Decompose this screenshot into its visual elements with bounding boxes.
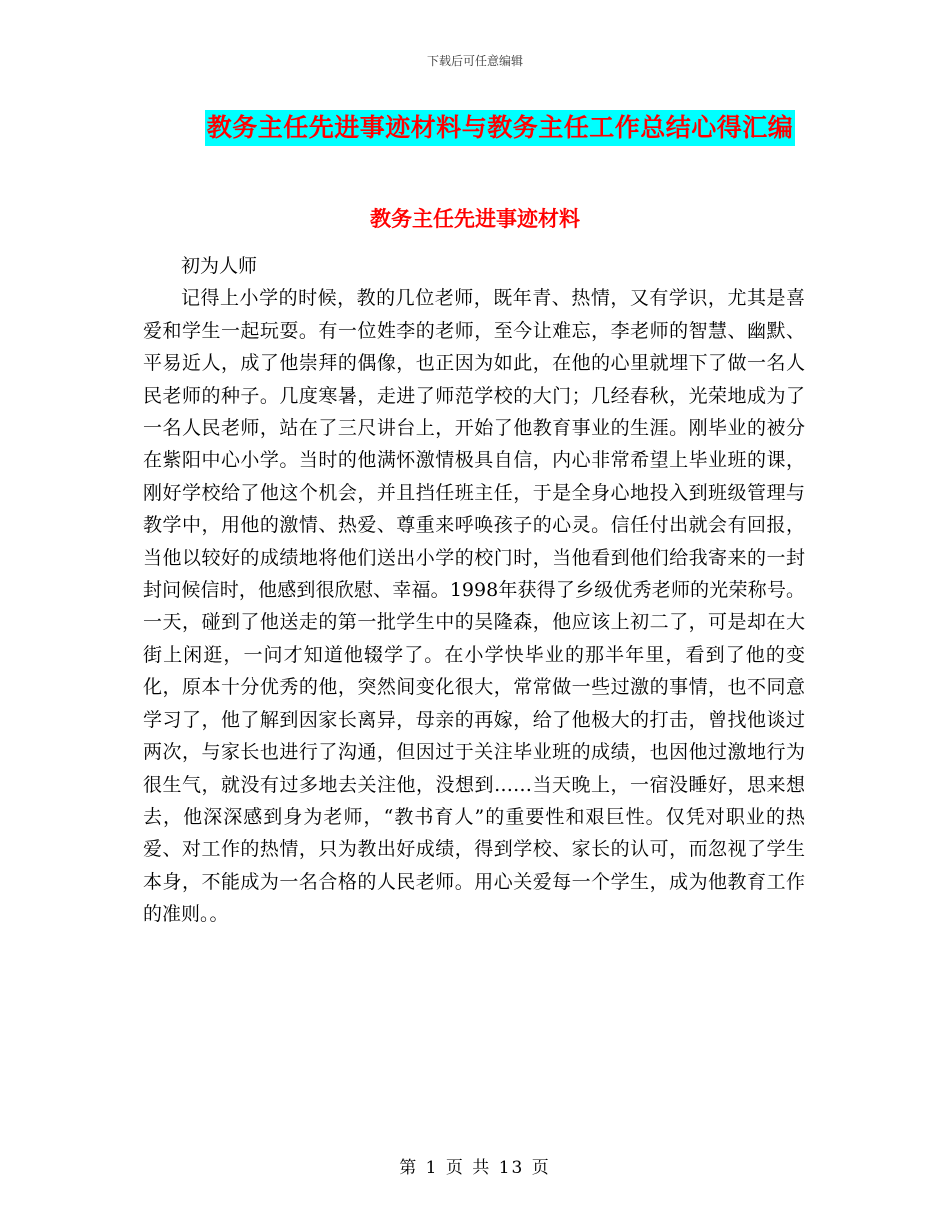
doc-title-container [0, 110, 950, 146]
paragraph-subheading: 初为人师 [181, 255, 258, 277]
paragraph-main: 记得上小学的时候，教的几位老师，既年青、热情，又有学识，尤其是喜爱和学生一起玩耍。有一位姓李的老师，至今让难忘，李老师的智慧、幽默、平易近人，成了他崇拜的偶像，也正因为如此，在他的心里就埋下了做一名人民老师的种子。几度寒暑，走进了师范学校的大门；几经春秋，光荣地成为了一名人民老师，站在了三尺讲台上，开始了他教育事业的生涯。刚毕业的被分在紫阳中心小学。当时的他满怀激情极具自信，内心非常希望上毕业班的课，刚好学校给了他这个机会，并且挡任班主任，于是全身心地投入到班级管理与教学中，用他的激情、热爱、尊重来呼唤孩子的心灵。信任付出就会有回报，当他以较好的成绩地将他们送出小学的校门时，当他看到他们给我寄来的一封封问候信时，他感到很欣慰、幸福。1998年获得了乡级优秀老师的光荣称号。一天，碰到了他送走的第一批学生中的吴隆森，他应该上初二了，可是却在大街上闲逛，一问才知道他辍学了。在小学快毕业的那半年里，看到了他的变化，原本十分优秀的他，突然间变化很大，常常做一些过激的事情，也不同意学习了，他了解到因家长离异，母亲的再嫁，给了他极大的打击，曾找他谈过两次，与家长也进行了沟通，但因过于关注毕业班的成绩，也因他过激地行为很生气，就没有过多地去关注他，没想到……当天晚上，一宿没睡好，思来想去，他深深感到身为老师，“教书育人”的重要性和艰巨性。仅凭对职业的热爱、对工作的热情，只为教出好成绩，得到学校、家长的认可，而忽视了学生本身，不能成为一名合格的人民老师。用心关爱每一个学生，成为他教育工作的准则。。 [143, 287, 805, 926]
document-body [143, 250, 805, 931]
section-title: 教务主任先进事迹材料 [370, 206, 580, 231]
page-footer: 第 1 页 共 13 页 [399, 1158, 551, 1178]
doc-title: 教务主任先进事迹材料与教务主任工作总结心得汇编 [205, 110, 796, 146]
header-note: 下载后可任意编辑 [426, 54, 523, 68]
